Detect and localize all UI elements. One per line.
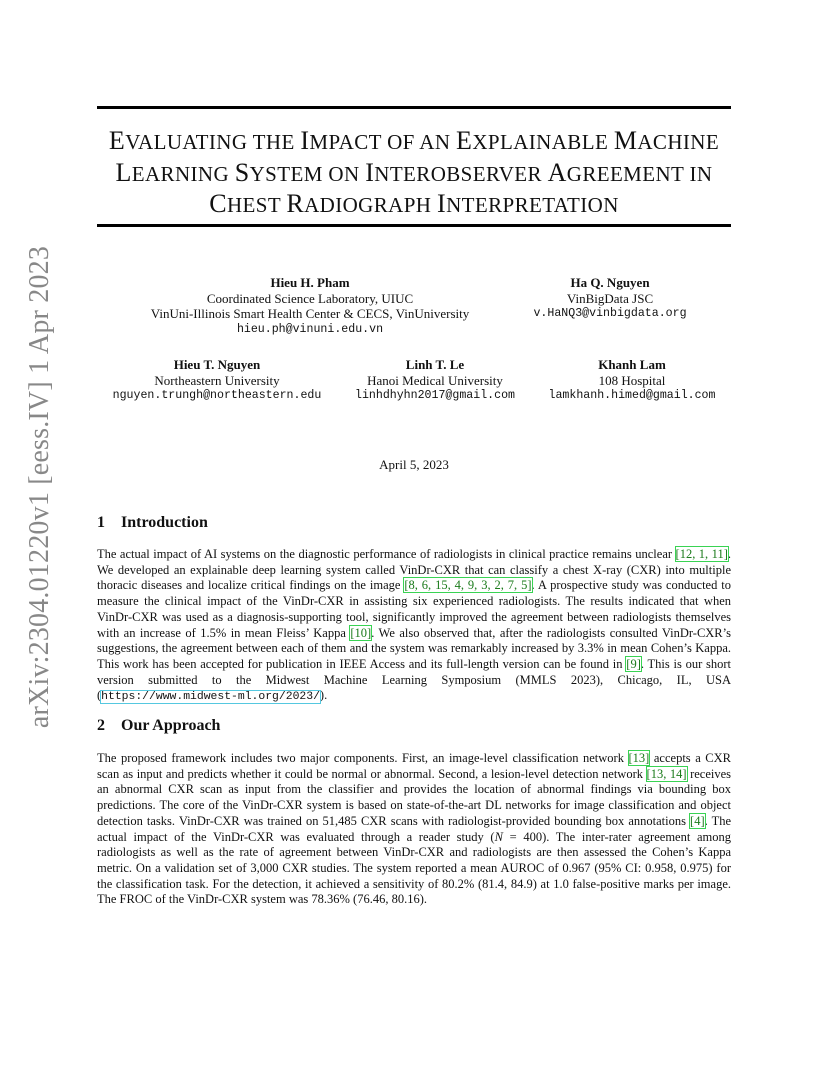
author-block-ha [510, 275, 710, 322]
paper-date: April 5, 2023 [379, 457, 449, 472]
author-name: Linh T. Le [405, 357, 465, 372]
author-name: Ha Q. Nguyen [570, 275, 650, 290]
citation-link[interactable]: [12, 1, 11] [675, 547, 728, 561]
title-line-1: EVALUATING THE IMPACT OF AN EXPLAINABLE MACHINE [108, 126, 720, 155]
citation-link[interactable]: [13] [628, 751, 650, 765]
introduction-paragraph: The actual impact of AI systems on the diagnostic performance of radiologists in clinical practice remains unclear [12, 1, 11]. We developed an explainable deep learning system called VinDr-CXR that can classify a chest X-ray (CXR) into multiple thoracic diseases and localize critical findings on the image [8, 6, 15, 4, 9, 3, 2, 7, 5]. A prospective study was conducted to measure the clinical impact of the VinDr-CXR in assisting six experienced radiologists. The results indicated that when VinDr-CXR was used as a diagnosis-supporting tool, significantly improved the agreement between radiologists themselves with an increase of 1.5% in mean Fleiss’ Kappa [10]. We also observed that, after the radiologists consulted VinDr-CXR’s suggestions, the agreement between each of them and the system was remarkably increased by 3.3% in mean Cohen’s Kappa. This work has been accepted for publication in IEEE Access and its full-length version can be found in [9]. This is our short version submitted to the Midwest Machine Learning Symposium (MMLS 2023), Chicago, IL, USA (https://www.midwest-ml.org/2023/). [97, 547, 732, 704]
author-affiliation: Hanoi Medical University [367, 372, 503, 388]
author-name: Hieu T. Nguyen [173, 357, 261, 372]
citation-link[interactable]: [4] [690, 813, 705, 828]
author-block-linh [340, 357, 530, 404]
section-number: 2 [97, 717, 105, 734]
author-affiliation: Coordinated Science Laboratory, UIUC [206, 290, 414, 306]
title-line-2: LEARNING SYSTEM ON INTEROBSERVER AGREEMENT IN [115, 157, 713, 187]
author-name: Hieu H. Pham [270, 275, 350, 290]
section-heading-our-approach [97, 717, 220, 735]
section-title: Our Approach [121, 717, 221, 734]
variable-n: N [494, 829, 503, 844]
approach-paragraph: The proposed framework includes two major components. First, an image-level classification network [13] accepts a CXR scan as input and predicts whether it could be normal or abnormal. Second, a lesion-level detection network [13, 14] receives an abnormal CXR scan as input from the classifier and provides the location of abnormal findings via bounding box predictions. The core of the VinDr-CXR system is based on state-of-the-art DL networks for image classification and object detection tasks. VinDr-CXR was trained on 51,485 CXR scans with radiologist-provided bounding box annotations [4]. The actual impact of the VinDr-CXR was evaluated through a reader study (N = 400). The inter-rater agreement among radiologists as well as the rate of agreement between VinDr-CXR and radiologists are then assessed the Cohen’s Kappa metric. On a validation set of 3,000 CXR studies. The system reported a mean AUROC of 0.967 (95% CI: 0.958, 0.975) for the classification task. For the detection, it achieved a sensitivity of 80.2% (81.4, 84.9) at 1.0 false-positive marks per image. The FROC of the VinDr-CXR system was 78.36% (76.46, 80.16). [97, 751, 732, 907]
author-email[interactable]: lamkhanh.himed@gmail.com [548, 389, 716, 402]
citation-link[interactable]: [8, 6, 15, 4, 9, 3, 2, 7, 5] [404, 578, 532, 593]
author-email[interactable]: nguyen.trungh@northeastern.edu [112, 389, 322, 402]
section-title: Introduction [121, 514, 208, 531]
author-email[interactable]: v.HaNQ3@vinbigdata.org [533, 307, 687, 320]
citation-link[interactable]: [10] [350, 625, 372, 640]
citation-link[interactable]: [13, 14] [646, 766, 687, 781]
author-block-hieu-t [97, 357, 337, 404]
title-line-3: CHEST RADIOGRAPH INTERPRETATION [209, 189, 619, 218]
author-affiliation: 108 Hospital [598, 372, 666, 388]
author-affiliation: VinBigData JSC [566, 290, 654, 306]
author-email[interactable]: hieu.ph@vinuni.edu.vn [236, 322, 384, 336]
author-name: Khanh Lam [598, 357, 666, 372]
symposium-url-link[interactable]: https://www.midwest-ml.org/2023/ [101, 691, 320, 704]
author-block-pham [110, 275, 510, 337]
citation-link[interactable]: [9] [626, 656, 641, 671]
author-affiliation: VinUni-Illinois Smart Health Center & CECS, VinUniversity [150, 306, 470, 321]
arxiv-identifier [20, 245, 60, 729]
section-number: 1 [97, 514, 105, 531]
section-heading-introduction [97, 514, 208, 532]
title-bottom-rule [97, 224, 731, 227]
paper-title [97, 126, 731, 221]
author-email[interactable]: linhdhyhn2017@gmail.com [354, 389, 516, 402]
author-block-khanh [532, 357, 732, 404]
title-top-rule [97, 106, 731, 109]
arxiv-identifier-text: arXiv:2304.01220v1 [eess.IV] 1 Apr 2023 [24, 245, 55, 729]
author-affiliation: Northeastern University [154, 372, 280, 388]
